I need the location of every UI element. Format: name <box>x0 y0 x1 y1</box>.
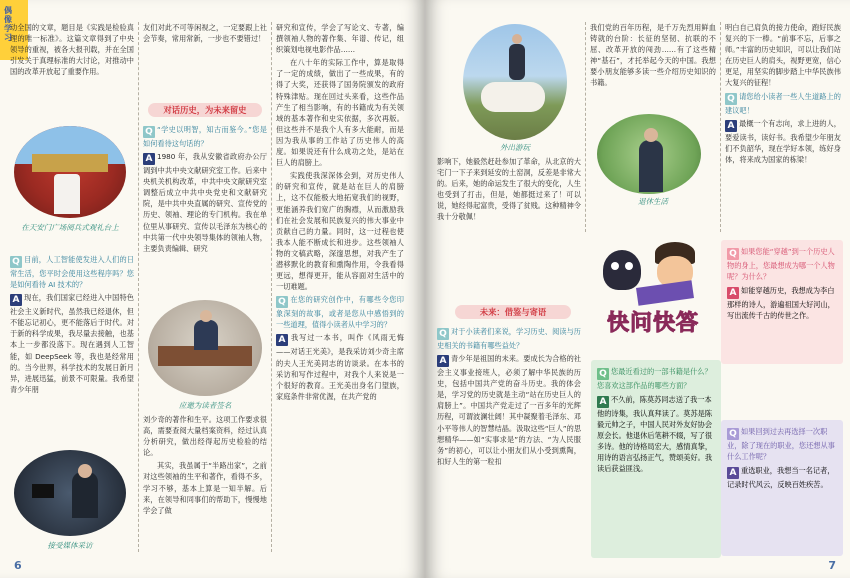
right-col-2 <box>590 22 716 122</box>
left-col-2-top <box>143 22 267 68</box>
left-col-1-qa <box>10 254 134 446</box>
left-col3-paragraph-1: 研究和宣传，学会了写论文、专著，编撰领袖人物的著作集、年谱、传记，组织策划电视电影作品…… <box>276 23 404 55</box>
qa-benefit-answer: A 青少年是祖国的未来。要成长为合格的社会主义事业接班人，必须了解中华民族的历史，包括中国共产党的奋斗历史。我的体会是，学习党的历史就是主动“站在历史巨人的肩膀上”。中国共产党走过了一百多年的光辉历程，可谓波澜壮阔！其中凝聚着毛泽东、邓小平等伟人的智慧结晶。汲取这些“巨人”的思想精华——如“实事求是”的方法、“为人民服务”的初心，可以让小朋友们从小受到熏陶，扣好人生的第一粒扣 <box>437 354 581 466</box>
a-icon: A <box>727 467 739 479</box>
q-icon: Q <box>597 368 609 380</box>
kuaiwen-lav-answer: A 重选职业，我想当一名记者，记录时代风云，反映百姓疾苦。 <box>727 466 835 489</box>
kuaiwen-box-pink <box>721 240 843 364</box>
kuaiwen-green-question: Q 您最近看过的一部书籍是什么？您喜欢这部作品的哪些方面？ <box>597 367 712 390</box>
kuaiwen-green-answer: A 不久前，陈莫苏同志送了我一本他的诗集，我认真拜读了。莫苏是陈毅元帅之子，中国人民对外友好协会原会长。他退休后笔耕不辍，写了很多诗。他的诗格局宏大，感情真挚，用诗的语言弘扬正气，赞颂美好。我读后获益匪浅。 <box>597 395 713 473</box>
q-icon: Q <box>727 248 739 260</box>
qa-story-answer: A 我写过一本书，叫作《风雨无悔——对话王光美》，是我采访刘少奇主席的夫人王光美同志的访谈录。在本书的采访和写作过程中，对我个人来说是一个很好的教育。王光美出身名门望族，家庭条件非常优渥，在共产党的 <box>276 333 404 401</box>
section-title-dialogue: 对话历史，为未来留史 <box>148 103 262 117</box>
a-icon: A <box>276 334 288 346</box>
column-divider <box>585 22 586 232</box>
right-col1-paragraph: 影响下，她毅然赶赴参加了革命，从北京的大宅门一下子来到延安的土窑洞，反差是非常大的。后来，她的命运发生了很大的变化，人生也受到了打击，但是，她都挺过来了！可以说，她经得起富贵，受得了贫贱。这种精神令我十分敬佩！ <box>437 157 581 222</box>
left-col3-paragraph-3: 实践使我深深体会到，对历史伟人的研究和宣传，就是站在巨人的肩膀上，这不仅能极大地拓宽我们的视野，更能涵养我们宽广的胸襟，从而激励我们在社会发展和民族复兴的伟大事业中贡献自己的力量。同时，这一过程也使我本人能不断成长和进步。这些领袖人物的文稿武略，深邃思想，对我产生了潜移默化的教育和熏陶作用，令我看得更远，想得更开，能从容面对生活中的一切难题。 <box>276 171 404 292</box>
section-title-future: 未来：借鉴与寄语 <box>455 305 571 319</box>
caption-horse-riding: 外出游玩 <box>500 143 530 152</box>
kuaiwen-title: 快问快答 <box>606 311 699 336</box>
qa-ai-answer: A 现在，我们国家已经进入中国特色社会主义新时代，虽然我已经退休，但不能忘记初心，更不能落后于时代。对于新的科学成果，我尽量去接触，也基本上一步都没落下。现在遇到人工智能，如 DeepSeek 等，我也是经常用的。当今世界，科学技术的发展日新月异，进展迅猛，前景不可限量。我希望青少年朋 <box>10 293 134 394</box>
left-col2-paragraph: 友们对此不可等闲视之，一定要跟上社会节奏，常用常新，一步也不要错过！ <box>143 23 267 44</box>
kuaiwen-illustration <box>587 236 715 354</box>
left-col2-paragraph-3: 其实，我虽属于“半路出家”，之前对这些领袖的生平和著作，看得不多，学习不够，基本上算是一知半解。后来，在领导和同事们的帮助下，慢慢地学会了做 <box>143 461 267 515</box>
qa-advice-question: Q 请您给小读者一些人生道路上的建议吧！ <box>725 91 841 115</box>
photo-tiananmen <box>14 126 126 218</box>
right-col2-paragraph: 我们党的百年历程，是千万先烈用鲜血铸就的台阶：长征的坚韧、抗联的不屈、改革开放的闯劲……有了这些精神“基石”，才托举起今天的中国。我想要小朋友能够多读一些介绍历史知识的书籍。 <box>590 23 716 88</box>
left-col-2-qa <box>143 124 267 310</box>
kuaiwen-pink-answer: A 如能穿越历史，我想成为李白那样的诗人，游遍祖国大好河山，写出流传千古的传世之作。 <box>727 286 835 320</box>
kuaiwen-box-green <box>591 360 721 558</box>
kuaiwen-pink-question: Q 如果您能“穿越”到一个历史人物的身上，您最想成为哪一个人物呢？为什么？ <box>727 247 835 281</box>
photo-retirement <box>597 114 701 194</box>
a-icon: A <box>437 355 449 367</box>
left-col2-paragraph-2: 刘少奇的著作和生平。这项工作要求很高，需要查阅大量档案资料，经过认真分析研究，做出经得起历史检验的结论。 <box>143 415 267 458</box>
q-icon: Q <box>143 126 155 138</box>
caption-tiananmen: 在天安门广场阅兵式观礼台上 <box>21 223 119 232</box>
column-divider <box>271 22 272 552</box>
caption-book-signing: 应邀为读者签名 <box>178 401 232 410</box>
q-icon: Q <box>10 256 22 268</box>
page-number-right: 7 <box>828 559 836 572</box>
kuaiwen-lav-question: Q 如果回到过去再选择一次职业，除了现在的职业，您还想从事什么工作呢？ <box>727 427 835 461</box>
qa-ai-question: Q 目前，人工智能使发进入人们的日常生活，您平时会使用这些程序吗？您是如何看待 AI 技术的？ <box>10 255 134 290</box>
left-col-2-bottom <box>143 414 267 554</box>
q-icon: Q <box>727 428 739 440</box>
a-icon: A <box>727 287 739 299</box>
left-col-3 <box>276 22 404 554</box>
caption-media-interview: 接受媒体采访 <box>47 541 93 550</box>
photo-book-signing <box>148 300 262 396</box>
q-icon: Q <box>725 93 737 105</box>
cartoon-characters <box>597 240 707 306</box>
column-divider <box>138 22 139 552</box>
qa-advice-answer: A 最概一个有志向，求上进的人，要爱读书，读好书。我希望少年朋友们不负韶华，现在学好本领，练好身体，将来成为国家的栋梁！ <box>725 118 841 164</box>
qa-history-answer: A 1980 年，我从安徽省政府办公厅调到中共中央文献研究室工作。后来中央机关机构改革，中共中央文献研究室调整后成立中共中央党史和文献研究院，是中共中央直属的研究、宣传党的历史、领袖、理论的专门机构。我在单位里从事研究、宣传以毛泽东为核心的中共第一代中央领导集体的领袖人物，主要负责编辑、研究 <box>143 152 267 253</box>
kuaiwen-box-lavender <box>721 420 843 556</box>
q-icon: Q <box>276 296 288 308</box>
qa-story-question: Q 在您的研究创作中，有哪些令您印象深刻的故事，或者是您从中感悟到的一些道理，值得小读者从中学习的？ <box>276 295 404 330</box>
q-icon: Q <box>437 328 449 340</box>
right-col3-paragraph: 明白自己肩负的接力使命，跑好民族复兴的下一棒。“前事不忘，后事之师。”丰富的历史知识，可以让我们站在历史巨人的肩头，视野更宽，信心更足，用坚实的脚步踏上中华民族伟大复兴的征程！ <box>725 23 841 88</box>
left-col1-paragraph: 动全国的文章，题目是《实践是检验真理的唯一标准》。这篇文章得到了中央领导的重视，被各大报刊载，并在全国引发关于真理标准的大讨论，对推动中国的改革开放起了重要作用。 <box>10 23 134 77</box>
page-number-left: 6 <box>14 559 22 572</box>
a-icon: A <box>597 396 609 408</box>
photo-horse-riding <box>463 24 567 140</box>
right-page <box>425 0 850 578</box>
side-tab-label: 偶像学习 <box>4 6 12 42</box>
qa-benefit-question: Q 对于小读者们来说，学习历史、阅读与历史相关的书籍有哪些益处？ <box>437 327 581 350</box>
right-col-3 <box>725 22 841 232</box>
column-divider <box>720 22 721 232</box>
qa-history-question: Q “学史以明智，知古而鉴今。”您是如何看待这句话的？ <box>143 125 267 148</box>
left-col3-paragraph-2: 在八十年的实际工作中，算是取得了一定的成绩，做出了一些成果，有的得了大奖，还获得了国务院颁发的政府特殊津贴。现在回过头来看，这些作品产生了相当影响，有的书籍成为有关领域的基本著作和史实依据，多次再版。但这些并不是我个人有多大能耐，而是因为我从事的工作站了历史伟人的高度。如果说还有什么成功之处，是站在巨人的肩膀上。 <box>276 58 404 168</box>
a-icon: A <box>725 120 737 132</box>
left-col-1 <box>10 22 134 122</box>
caption-retirement: 退休生活 <box>638 197 668 206</box>
right-col-1-qa <box>437 326 581 556</box>
a-icon: A <box>143 153 155 165</box>
a-icon: A <box>10 294 22 306</box>
photo-media-interview <box>14 450 126 536</box>
right-col-1-top <box>437 156 581 268</box>
